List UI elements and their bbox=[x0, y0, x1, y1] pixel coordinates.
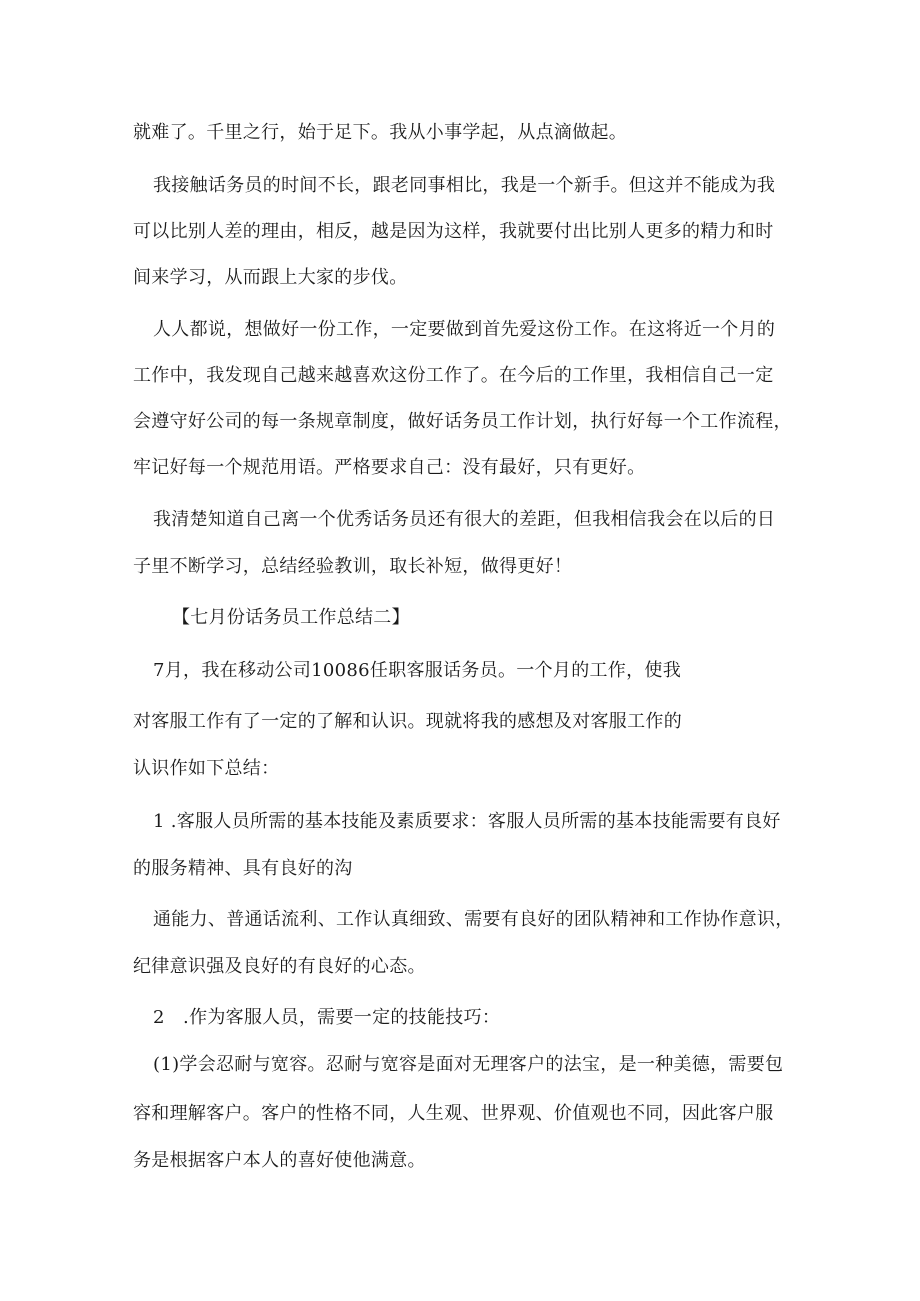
text-line: 可以比别人差的理由，相反，越是因为这样，我就要付出比别人更多的精力和时 bbox=[133, 221, 774, 242]
text-line: 人人都说，想做好一份工作，一定要做到首先爱这份工作。在这将近一个月的 bbox=[153, 319, 776, 340]
section-heading: 【七月份话务员工作总结二】 bbox=[172, 607, 410, 628]
text-line: 就难了。千里之行，始于足下。我从小事学起，从点滴做起。 bbox=[133, 122, 628, 143]
text-line: 务是根据客户本人的喜好使他满意。 bbox=[133, 1150, 426, 1171]
text-line: 7月，我在移动公司10086任职客服话务员。一个月的工作，使我 bbox=[153, 660, 682, 681]
text-line: 纪律意识强及良好的有良好的心态。 bbox=[133, 956, 426, 977]
text-line: 通能力、普通话流利、工作认真细致、需要有良好的团队精神和工作协作意识， bbox=[153, 909, 794, 930]
text-line: 间来学习，从而跟上大家的步伐。 bbox=[133, 267, 408, 288]
list-item: (1)学会忍耐与宽容。忍耐与宽容是面对无理客户的法宝，是一种美德，需要包 bbox=[153, 1054, 784, 1075]
text-line: 我接触话务员的时间不长，跟老同事相比，我是一个新手。但这并不能成为我 bbox=[153, 175, 776, 196]
list-item: 2 .作为客服人员，需要一定的技能技巧： bbox=[153, 1007, 501, 1028]
text-line: 工作中，我发现自己越来越喜欢这份工作了。在今后的工作里，我相信自己一定 bbox=[133, 365, 774, 386]
text-line: 牢记好每一个规范用语。严格要求自己：没有最好，只有更好。 bbox=[133, 457, 646, 478]
text-line: 我清楚知道自己离一个优秀话务员还有很大的差距，但我相信我会在以后的日 bbox=[153, 509, 776, 530]
text-line: 的服务精神、具有良好的沟 bbox=[133, 858, 353, 879]
text-line: 对客服工作有了一定的了解和认识。现就将我的感想及对客服工作的 bbox=[133, 711, 682, 732]
list-item: 1 .客服人员所需的基本技能及素质要求：客服人员所需的基本技能需要有良好 bbox=[153, 811, 781, 832]
text-line: 容和理解客户。客户的性格不同，人生观、世界观、价值观也不同，因此客户服 bbox=[133, 1103, 774, 1124]
text-line: 认识作如下总结： bbox=[133, 758, 280, 779]
text-line: 子里不断学习，总结经验教训，取长补短，做得更好！ bbox=[133, 556, 573, 577]
text-line: 会遵守好公司的每一条规章制度，做好话务员工作计划，执行好每一个工作流程， bbox=[133, 411, 792, 432]
